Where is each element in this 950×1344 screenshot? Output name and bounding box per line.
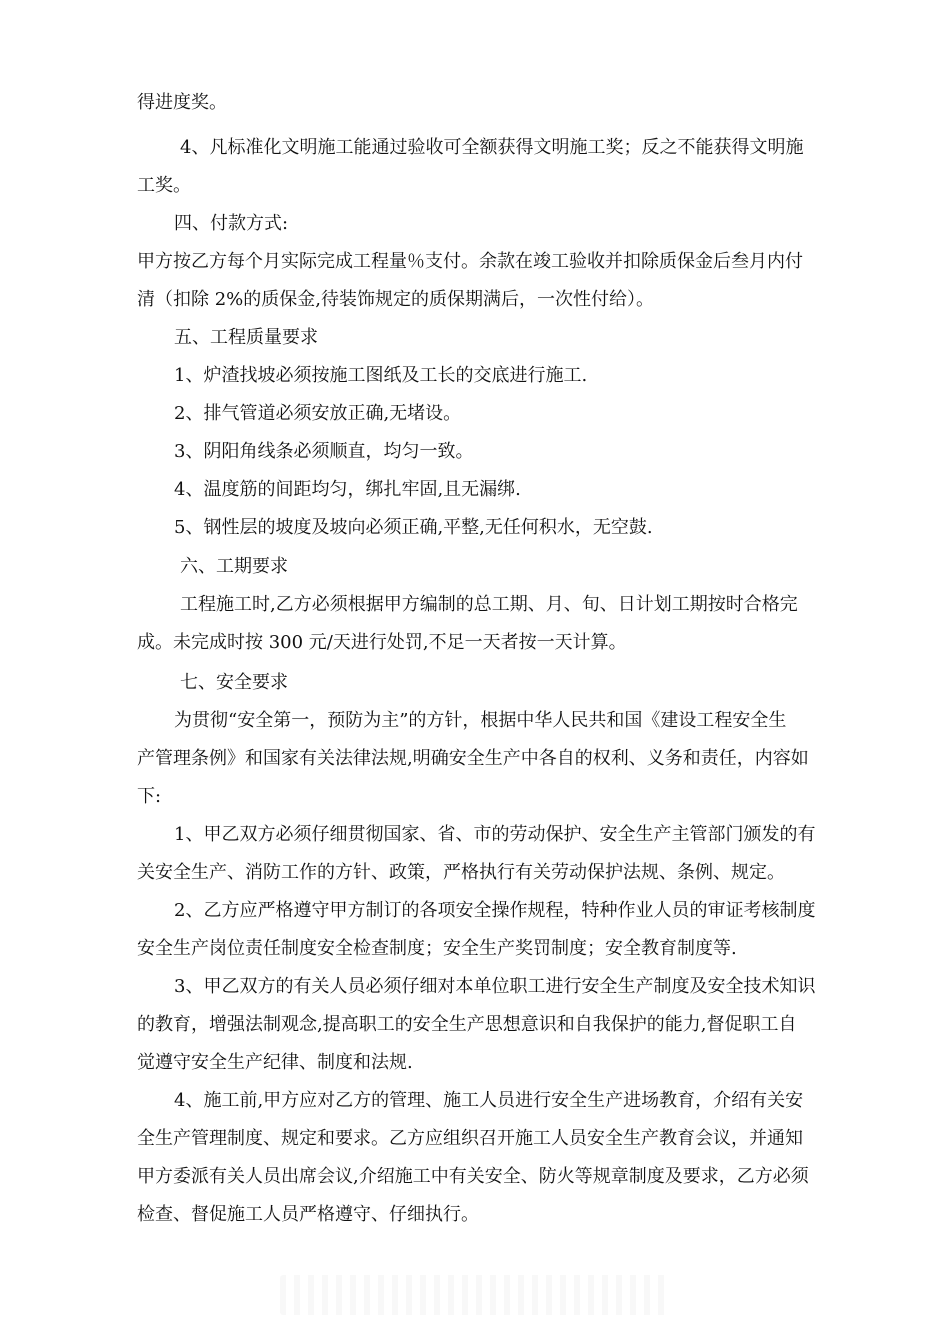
text-line: 4、凡标准化文明施工能通过验收可全额获得文明施工奖；反之不能获得文明施 [180, 137, 804, 158]
text-line: 检查、督促施工人员严格遵守、仔细执行。 [137, 1204, 479, 1225]
section-heading: 五、工程质量要求 [174, 327, 318, 348]
text-line: 关安全生产、消防工作的方针、政策，严格执行有关劳动保护法规、条例、规定。 [137, 862, 785, 883]
text-line: 4、温度筋的间距均匀，绑扎牢固,且无漏绑. [174, 479, 521, 500]
section-heading: 六、工期要求 [180, 556, 288, 577]
text-line: 全生产管理制度、规定和要求。乙方应组织召开施工人员安全生产教育会议，并通知 [137, 1128, 803, 1149]
text-line: 为贯彻“安全第一，预防为主”的方针，根据中华人民共和国《建设工程安全生 [174, 710, 787, 731]
faint-watermark [280, 1275, 670, 1315]
text-line: 3、阴阳角线条必须顺直，均匀一致。 [174, 441, 474, 462]
text-line: 产管理条例》和国家有关法律法规,明确安全生产中各自的权利、义务和责任，内容如 [137, 748, 809, 769]
text-line: 4、施工前,甲方应对乙方的管理、施工人员进行安全生产进场教育，介绍有关安 [174, 1090, 804, 1111]
text-line: 工奖。 [137, 175, 191, 196]
text-line: 1、甲乙双方必须仔细贯彻国家、省、市的劳动保护、安全生产主管部门颁发的有 [174, 824, 816, 845]
text-line: 安全生产岗位责任制度安全检查制度；安全生产奖罚制度；安全教育制度等. [137, 938, 737, 959]
section-heading: 四、付款方式: [174, 213, 289, 234]
text-line: 2、乙方应严格遵守甲方制订的各项安全操作规程，特种作业人员的审证考核制度 [174, 900, 816, 921]
text-line: 工程施工时,乙方必须根据甲方编制的总工期、月、旬、日计划工期按时合格完 [180, 594, 798, 615]
section-heading: 七、安全要求 [180, 672, 288, 693]
text-line: 5、钢性层的坡度及坡向必须正确,平整,无任何积水，无空鼓. [174, 517, 653, 538]
text-line: 成。未完成时按 300 元/天进行处罚,不足一天者按一天计算。 [137, 632, 627, 653]
text-line: 下: [137, 786, 162, 807]
text-line: 甲方按乙方每个月实际完成工程量％支付。余款在竣工验收并扣除质保金后叁月内付 [137, 251, 803, 272]
text-line: 的教育，增强法制观念,提高职工的安全生产思想意识和自我保护的能力,督促职工自 [137, 1014, 797, 1035]
text-line: 得进度奖。 [137, 92, 227, 113]
text-line: 2、排气管道必须安放正确,无堵设。 [174, 403, 462, 424]
text-line: 3、甲乙双方的有关人员必须仔细对本单位职工进行安全生产制度及安全技术知识 [174, 976, 816, 997]
text-line: 觉遵守安全生产纪律、制度和法规. [137, 1052, 413, 1073]
text-line: 甲方委派有关人员出席会议,介绍施工中有关安全、防火等规章制度及要求，乙方必须 [137, 1166, 809, 1187]
text-line: 1、炉渣找坡必须按施工图纸及工长的交底进行施工. [174, 365, 588, 386]
text-line: 清（扣除 2%的质保金,待装饰规定的质保期满后，一次性付给）。 [137, 289, 654, 310]
